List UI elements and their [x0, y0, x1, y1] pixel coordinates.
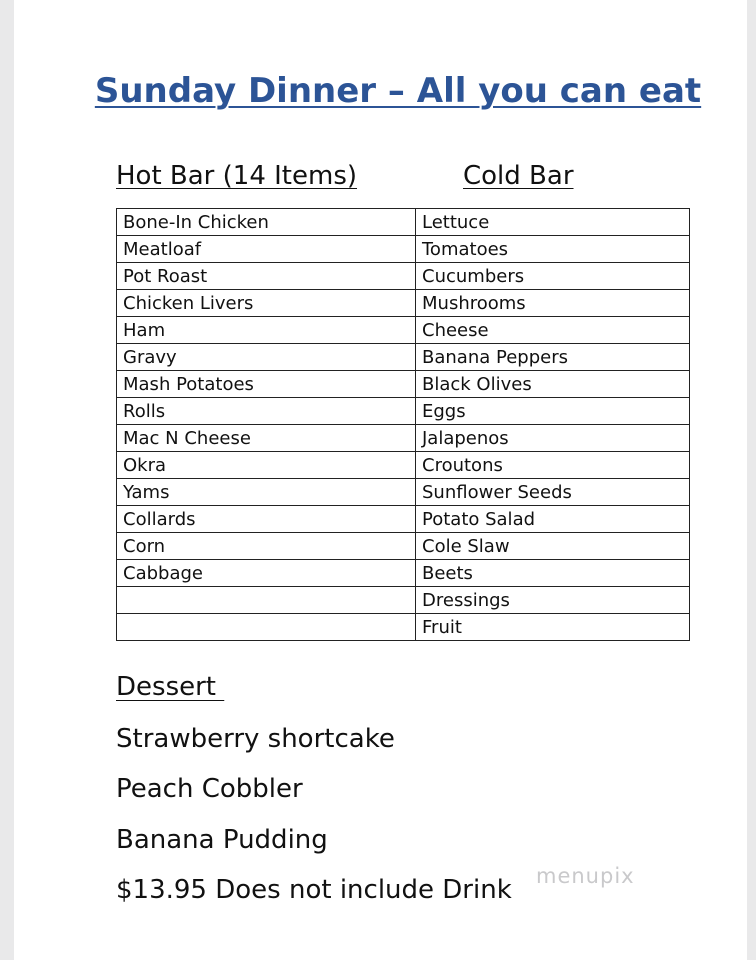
hot-bar-item: Chicken Livers: [117, 290, 416, 317]
table-row: [117, 452, 690, 479]
table-row: [117, 371, 690, 398]
cold-bar-item: Cucumbers: [416, 263, 690, 290]
cold-bar-item: Jalapenos: [416, 425, 690, 452]
hot-bar-item: Cabbage: [117, 560, 416, 587]
hot-bar-heading: Hot Bar (14 Items): [116, 161, 358, 191]
hot-bar-item: Mac N Cheese: [117, 425, 416, 452]
hot-bar-item: Mash Potatoes: [117, 371, 416, 398]
hot-bar-item: [117, 614, 416, 641]
table-row: [117, 506, 690, 533]
cold-bar-item: Tomatoes: [416, 236, 690, 263]
table-row: [117, 587, 690, 614]
hot-bar-item: Collards: [117, 506, 416, 533]
cold-bar-item: Black Olives: [416, 371, 690, 398]
table-row: [117, 317, 690, 344]
table-row: [117, 209, 690, 236]
hot-bar-item: Okra: [117, 452, 416, 479]
menu-table: [116, 208, 690, 641]
cold-bar-item: Potato Salad: [416, 506, 690, 533]
page-title: Sunday Dinner – All you can eat: [94, 71, 702, 111]
hot-bar-item: Ham: [117, 317, 416, 344]
dessert-item: Strawberry shortcake: [116, 724, 395, 754]
cold-bar-item: Beets: [416, 560, 690, 587]
table-row: [117, 263, 690, 290]
dessert-item: Peach Cobbler: [116, 774, 303, 804]
menupix-watermark: menupix: [536, 864, 635, 888]
cold-bar-item: Dressings: [416, 587, 690, 614]
table-row: [117, 533, 690, 560]
hot-bar-item: Gravy: [117, 344, 416, 371]
hot-bar-item: Meatloaf: [117, 236, 416, 263]
menu-page: [14, 0, 747, 960]
table-row: [117, 398, 690, 425]
cold-bar-item: Mushrooms: [416, 290, 690, 317]
cold-bar-item: Cheese: [416, 317, 690, 344]
table-row: [117, 425, 690, 452]
table-row: [117, 560, 690, 587]
cold-bar-item: Lettuce: [416, 209, 690, 236]
hot-bar-item: Rolls: [117, 398, 416, 425]
price-note: $13.95 Does not include Drink: [116, 875, 512, 905]
hot-bar-item: Yams: [117, 479, 416, 506]
hot-bar-item: [117, 587, 416, 614]
hot-bar-item: Bone-In Chicken: [117, 209, 416, 236]
dessert-item: Banana Pudding: [116, 825, 328, 855]
table-row: [117, 479, 690, 506]
cold-bar-item: Eggs: [416, 398, 690, 425]
table-row: [117, 290, 690, 317]
cold-bar-item: Sunflower Seeds: [416, 479, 690, 506]
dessert-heading: Dessert: [116, 672, 225, 702]
table-row: [117, 236, 690, 263]
table-row: [117, 344, 690, 371]
cold-bar-heading: Cold Bar: [463, 161, 574, 191]
hot-bar-item: Corn: [117, 533, 416, 560]
cold-bar-item: Banana Peppers: [416, 344, 690, 371]
cold-bar-item: Fruit: [416, 614, 690, 641]
hot-bar-item: Pot Roast: [117, 263, 416, 290]
table-row: [117, 614, 690, 641]
cold-bar-item: Croutons: [416, 452, 690, 479]
cold-bar-item: Cole Slaw: [416, 533, 690, 560]
